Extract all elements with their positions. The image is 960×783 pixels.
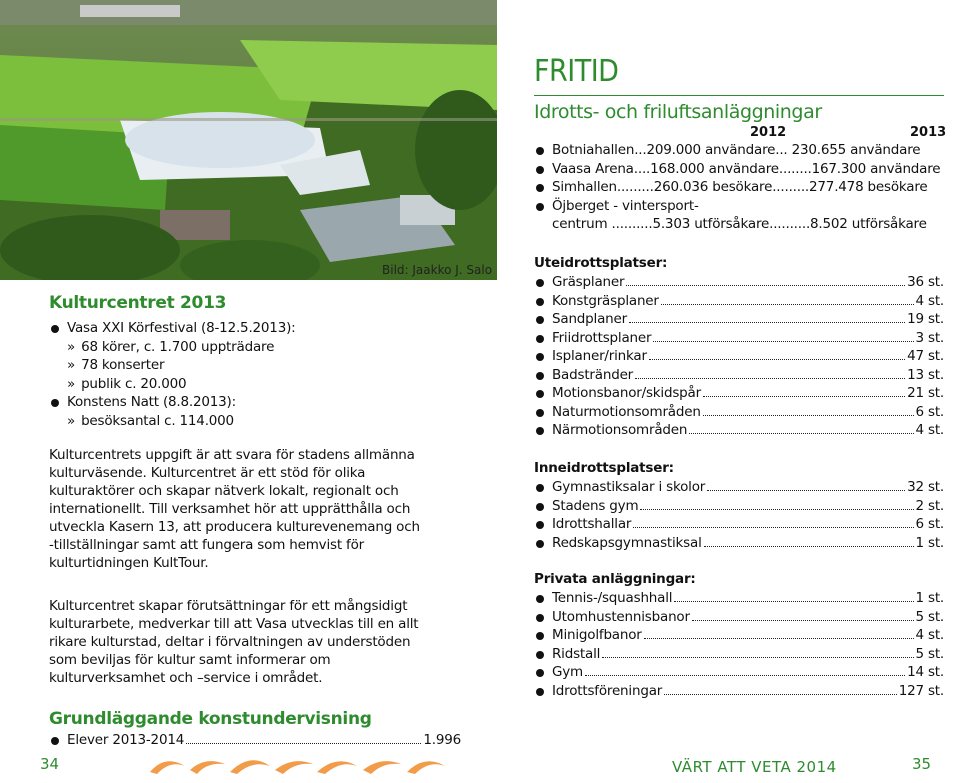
kulturcentret-stats bbox=[49, 319, 449, 430]
grund-value: 1.996 bbox=[423, 732, 461, 748]
natt-item: Konstens Natt (8.8.2013): bbox=[49, 393, 449, 412]
ute-item: Motionsbanor/skidspår 21 st. bbox=[534, 384, 944, 403]
privata-item: Utomhustennisbanor 5 st. bbox=[534, 608, 944, 627]
ute-item: Naturmotionsområden 6 st. bbox=[534, 403, 944, 422]
page-number-left: 34 bbox=[40, 755, 60, 773]
ute-heading: Uteidrottsplatser: bbox=[534, 255, 668, 271]
year-2013: 2013 bbox=[910, 125, 947, 140]
festival-item: Vasa XXI Körfestival (8-12.5.2013): bbox=[49, 319, 449, 338]
photo-credit: Bild: Jaakko J. Salo bbox=[382, 263, 493, 277]
ute-item: Konstgräsplaner 4 st. bbox=[534, 292, 944, 311]
inne-item: Redskapsgymnastiksal 1 st. bbox=[534, 534, 944, 553]
footer-logo-ornament bbox=[145, 752, 455, 778]
ute-item: Gräsplaner 36 st. bbox=[534, 273, 944, 292]
ute-item: Isplaner/rinkar 47 st. bbox=[534, 347, 944, 366]
ute-item: Sandplaner 19 st. bbox=[534, 310, 944, 329]
grund-label: Elever 2013-2014 bbox=[67, 732, 185, 748]
ute-item: Friidrottsplaner 3 st. bbox=[534, 329, 944, 348]
year-2012: 2012 bbox=[750, 125, 787, 140]
page-number-right: 35 bbox=[912, 755, 932, 773]
inne-item: Gymnastiksalar i skolor 32 st. bbox=[534, 478, 944, 497]
natt-subitem: » besöksantal c. 114.000 bbox=[67, 412, 234, 429]
privata-item: Idrottsföreningar 127 st. bbox=[534, 682, 944, 701]
privata-item: Tennis-/squashhall 1 st. bbox=[534, 589, 944, 608]
footer-title: VÄRT ATT VETA 2014 bbox=[672, 758, 837, 776]
fritid-rule bbox=[534, 95, 944, 96]
festival-subitem: » publik c. 20.000 bbox=[67, 375, 187, 392]
festival-subitem: » 78 konserter bbox=[67, 357, 165, 373]
ute-item: Badstränder 13 st. bbox=[534, 366, 944, 385]
facility-row: Öjberget - vintersport- centrum ..........5.303 utförsåkare..........8.502 utförsåkare bbox=[534, 197, 954, 234]
fritid-title: FRITID bbox=[534, 54, 619, 89]
facility-row: Botniahallen...209.000 användare... 230.655 användare bbox=[534, 141, 954, 160]
facility-row: Simhallen.........260.036 besökare.........277.478 besökare bbox=[534, 178, 954, 197]
inne-item: Stadens gym 2 st. bbox=[534, 497, 944, 516]
grund-heading: Grundläggande konstundervisning bbox=[49, 709, 372, 729]
inne-list bbox=[534, 478, 944, 552]
privata-item: Gym 14 st. bbox=[534, 663, 944, 682]
facility-row: Vaasa Arena....168.000 användare........167.300 användare bbox=[534, 160, 954, 179]
festival-subitem: » 68 körer, c. 1.700 uppträdare bbox=[67, 338, 275, 355]
kulturcentret-paragraph-1: Kulturcentrets uppgift är att svara för stadens allmänna kulturväsende. Kulturcentret är ett stöd för olika kulturaktörer och skapar nätverk lokalt, regionalt och internationellt. Till verksamhet hör att upprätthålla och utveckla Kasern 13, att producera kulturevenemang och -tillställningar samt att fungera som hemvist för kulturtidningen KultTour. bbox=[49, 447, 420, 571]
privata-item: Ridstall 5 st. bbox=[534, 645, 944, 664]
kulturcentret-paragraph-2: Kulturcentret skapar förutsättningar för ett mångsidigt kulturarbete, medverkar till att Vasa utvecklas till en allt rikare kulturstad, deltar i förvaltningen av understöden som beviljas för kultur samt informerar om kulturverksamhet och –service i området. bbox=[49, 598, 419, 686]
fritid-subtitle: Idrotts- och friluftsanläggningar bbox=[534, 101, 822, 123]
ute-item: Närmotionsområden 4 st. bbox=[534, 421, 944, 440]
aerial-photo bbox=[0, 0, 497, 280]
privata-list bbox=[534, 589, 944, 700]
facility-list bbox=[534, 141, 954, 234]
inne-item: Idrottshallar 6 st. bbox=[534, 515, 944, 534]
privata-item: Minigolfbanor 4 st. bbox=[534, 626, 944, 645]
kulturcentret-heading: Kulturcentret 2013 bbox=[49, 293, 227, 313]
grund-row bbox=[49, 731, 461, 750]
inne-heading: Inneidrottsplatser: bbox=[534, 460, 674, 476]
privata-heading: Privata anläggningar: bbox=[534, 571, 696, 587]
ute-list bbox=[534, 273, 944, 440]
